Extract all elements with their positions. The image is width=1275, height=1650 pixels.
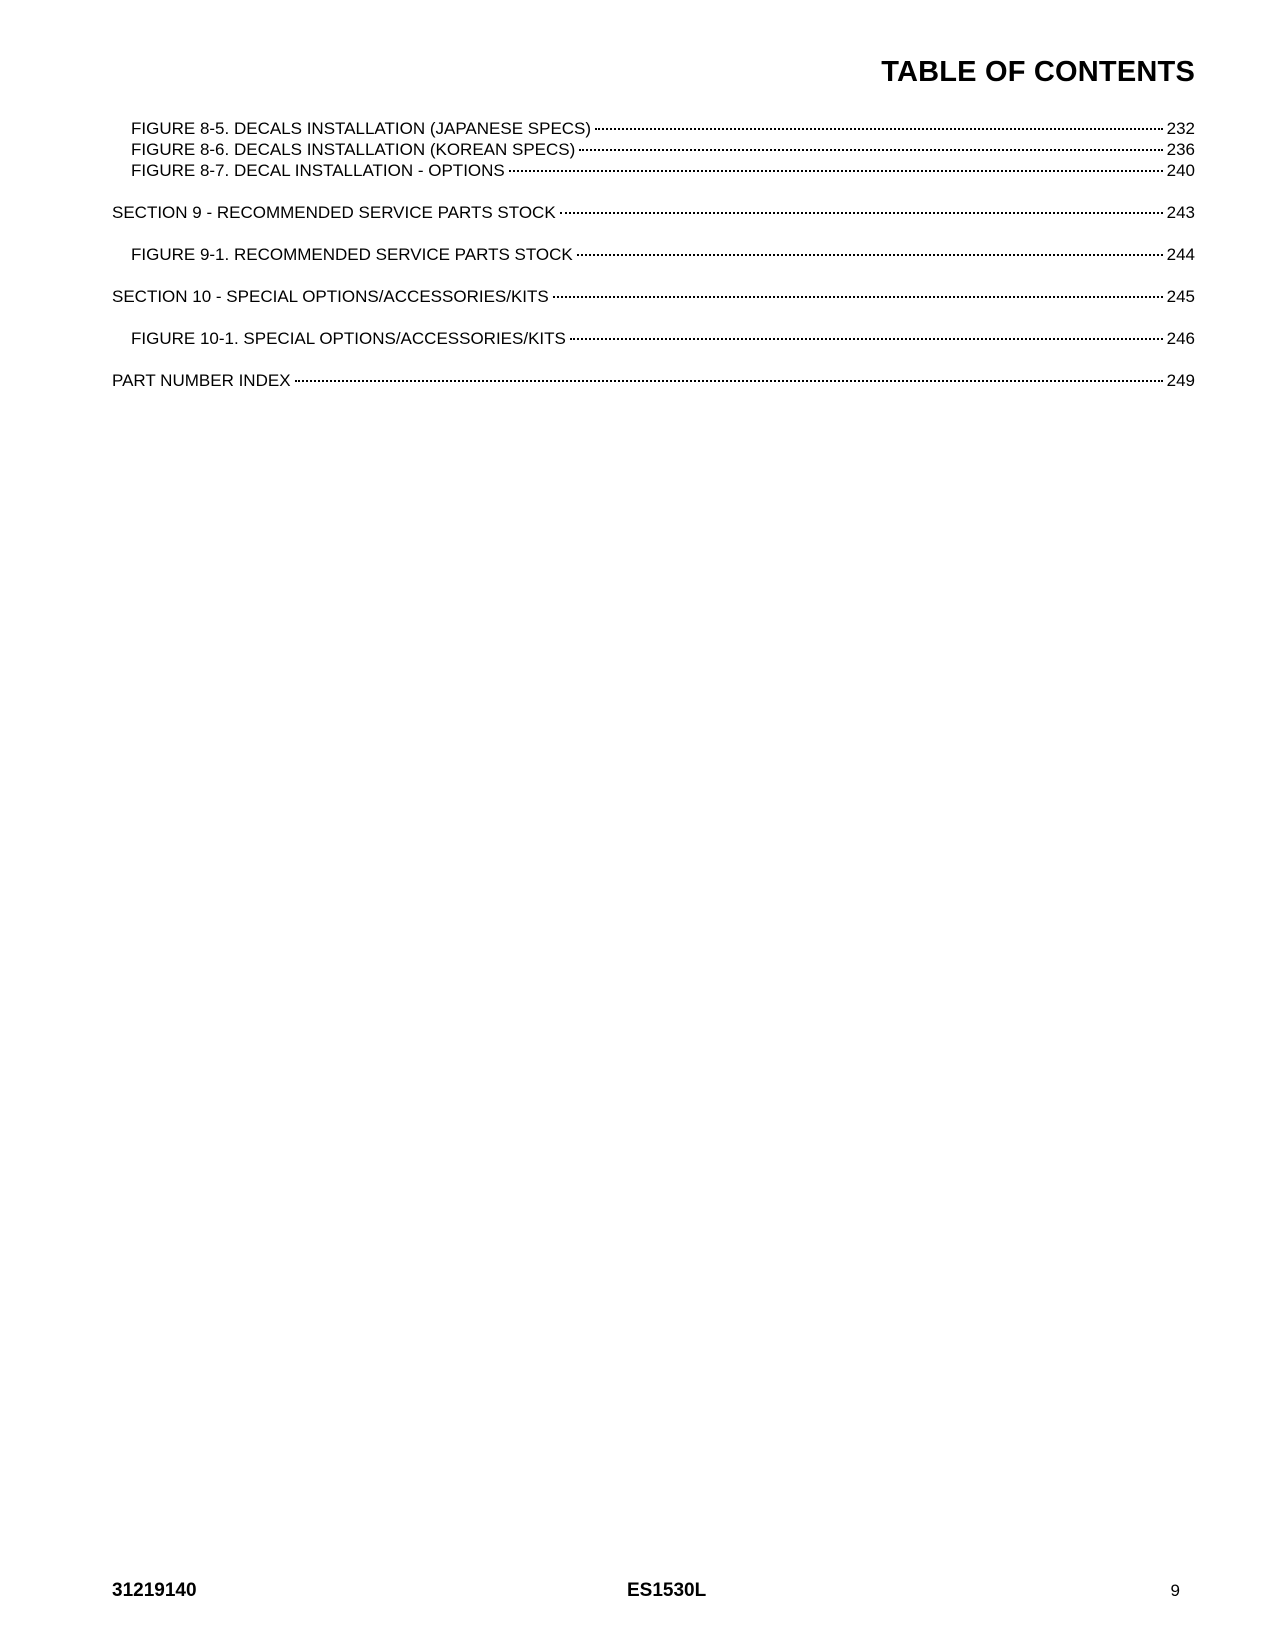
toc-entry-page: 240 [1166, 161, 1195, 180]
page-title: TABLE OF CONTENTS [881, 56, 1195, 88]
toc-entry-title: SECTION 10 - SPECIAL OPTIONS/ACCESSORIES/KITS [112, 287, 549, 306]
toc-entry-page: 249 [1166, 371, 1195, 390]
toc-entry[interactable] [131, 239, 1195, 264]
toc-entry-page: 245 [1166, 287, 1195, 306]
footer-doc-number: 31219140 [112, 1580, 197, 1601]
toc-entry-page: 243 [1166, 203, 1195, 222]
toc-entry-page: 236 [1166, 140, 1195, 159]
toc-entry-title: SECTION 9 - RECOMMENDED SERVICE PARTS STOCK [112, 203, 556, 222]
toc-leader [295, 365, 1163, 386]
toc-leader [553, 281, 1163, 302]
toc-leader [560, 197, 1163, 218]
toc-entry-title: FIGURE 9-1. RECOMMENDED SERVICE PARTS STOCK [131, 245, 573, 264]
toc-entry[interactable] [131, 113, 1195, 138]
toc-section-entry[interactable] [112, 197, 1195, 222]
toc-entry[interactable] [131, 155, 1195, 180]
toc-entry[interactable] [131, 134, 1195, 159]
toc-leader [570, 323, 1163, 344]
toc-entry-page: 232 [1166, 119, 1195, 138]
toc-leader [509, 155, 1163, 176]
toc-entry-page: 244 [1166, 245, 1195, 264]
toc-leader [579, 134, 1162, 155]
toc-entry-title: FIGURE 8-5. DECALS INSTALLATION (JAPANESE SPECS) [131, 119, 592, 138]
footer-page-number: 9 [1170, 1581, 1180, 1600]
toc-entry[interactable] [131, 323, 1195, 348]
toc-section-entry[interactable] [112, 281, 1195, 306]
toc-section-entry[interactable] [112, 365, 1195, 390]
toc-entry-title: FIGURE 10-1. SPECIAL OPTIONS/ACCESSORIES/KITS [131, 329, 566, 348]
toc-leader [577, 239, 1163, 260]
toc-entry-title: FIGURE 8-6. DECALS INSTALLATION (KOREAN SPECS) [131, 140, 576, 159]
toc-leader [595, 113, 1163, 134]
toc-entry-title: PART NUMBER INDEX [112, 371, 291, 390]
toc-entry-page: 246 [1166, 329, 1195, 348]
footer-model: ES1530L [627, 1580, 707, 1601]
toc-entry-title: FIGURE 8-7. DECAL INSTALLATION - OPTIONS [131, 161, 505, 180]
